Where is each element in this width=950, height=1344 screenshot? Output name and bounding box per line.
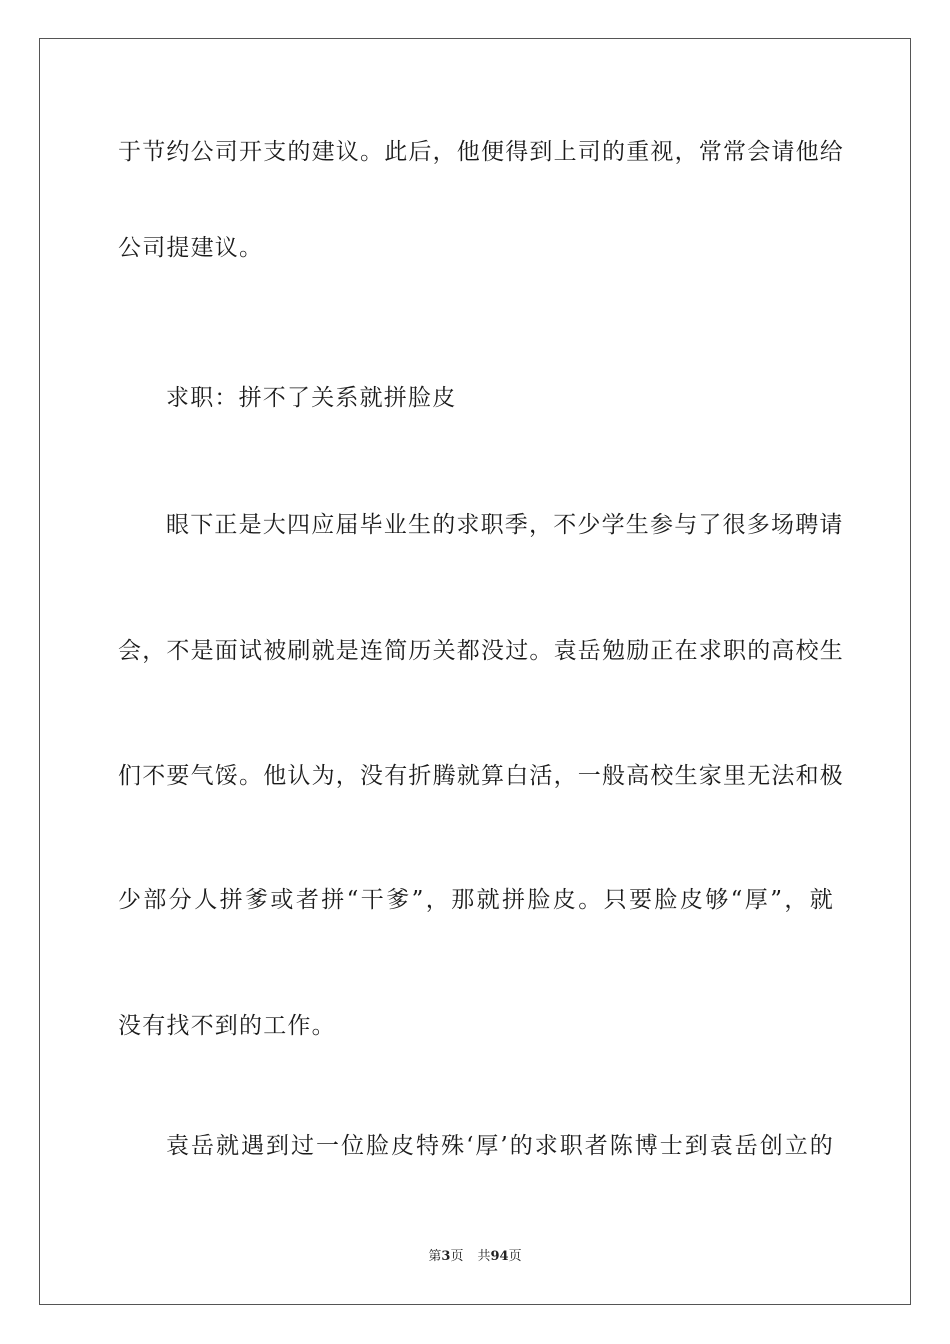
total-prefix: 共: [477, 1249, 491, 1264]
total-pages: 94: [490, 1249, 509, 1264]
section-heading: 求职：拼不了关系就拼脸皮: [166, 385, 457, 411]
page-prefix: 第: [428, 1249, 442, 1264]
page-footer: [0, 1248, 950, 1266]
paragraph-line: 少部分人拼爹或者拼“干爹”，那就拼脸皮。只要脸皮够“厚”，就: [118, 887, 834, 913]
paragraph-line: 没有找不到的工作。: [118, 1013, 336, 1039]
paragraph-line: 于节约公司开支的建议。此后，他便得到上司的重视，常常会请他给: [118, 139, 844, 165]
page-number: 3: [441, 1249, 451, 1264]
page-frame: [39, 38, 911, 1305]
paragraph-line: 公司提建议。: [118, 235, 264, 261]
page-suffix: 页: [450, 1249, 464, 1264]
paragraph-line: 眼下正是大四应届毕业生的求职季，不少学生参与了很多场聘请: [166, 512, 844, 538]
paragraph-line: 袁岳就遇到过一位脸皮特殊‘厚’的求职者陈博士到袁岳创立的: [166, 1133, 834, 1159]
paragraph-line: 会，不是面试被刷就是连简历关都没过。袁岳勉励正在求职的高校生: [118, 638, 844, 664]
paragraph-line: 们不要气馁。他认为，没有折腾就算白活，一般高校生家里无法和极: [118, 763, 844, 789]
total-suffix: 页: [508, 1249, 522, 1264]
